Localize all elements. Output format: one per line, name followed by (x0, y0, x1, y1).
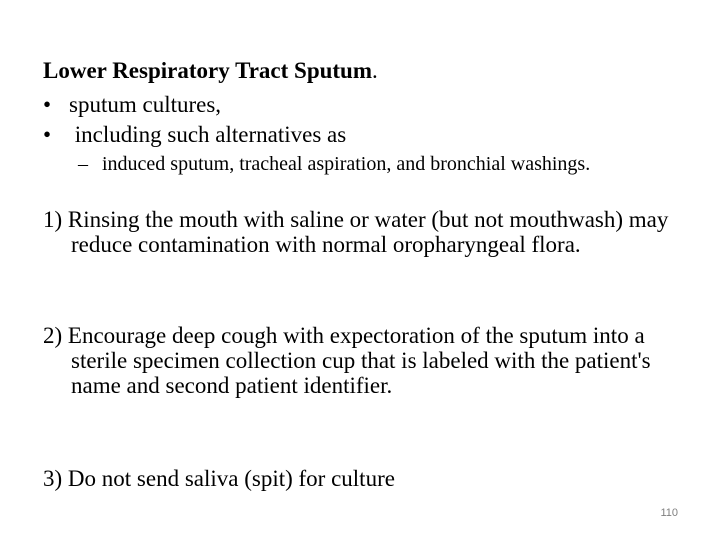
bullet-text: sputum cultures, (69, 92, 222, 117)
heading-bold-text: Lower Respiratory Tract Sputum (43, 58, 373, 83)
heading-period: . (372, 58, 378, 83)
bullet-marker: • (43, 92, 52, 117)
bullet-item (43, 121, 346, 149)
sub-bullet-item (78, 153, 638, 176)
step-2: 2) Encourage deep cough with expectoration of the sputum into a sterile specimen collection cup that is labeled with the patient's name and second patient identifier. (43, 323, 651, 398)
slide-heading (43, 57, 378, 85)
sub-bullet-text: induced sputum, tracheal aspiration, and bronchial washings. (102, 153, 591, 175)
bullet-marker: • (43, 122, 52, 147)
bullet-text: including such alternatives as (69, 122, 347, 147)
page-number: 110 (660, 507, 678, 519)
bullet-item (43, 91, 221, 119)
step-3: 3) Do not send saliva (spit) for culture (43, 466, 395, 491)
step-1: 1) Rinsing the mouth with saline or water (but not mouthwash) may reduce contamination with normal oropharyngeal flora. (43, 207, 669, 257)
sub-bullet-marker: – (78, 153, 88, 175)
